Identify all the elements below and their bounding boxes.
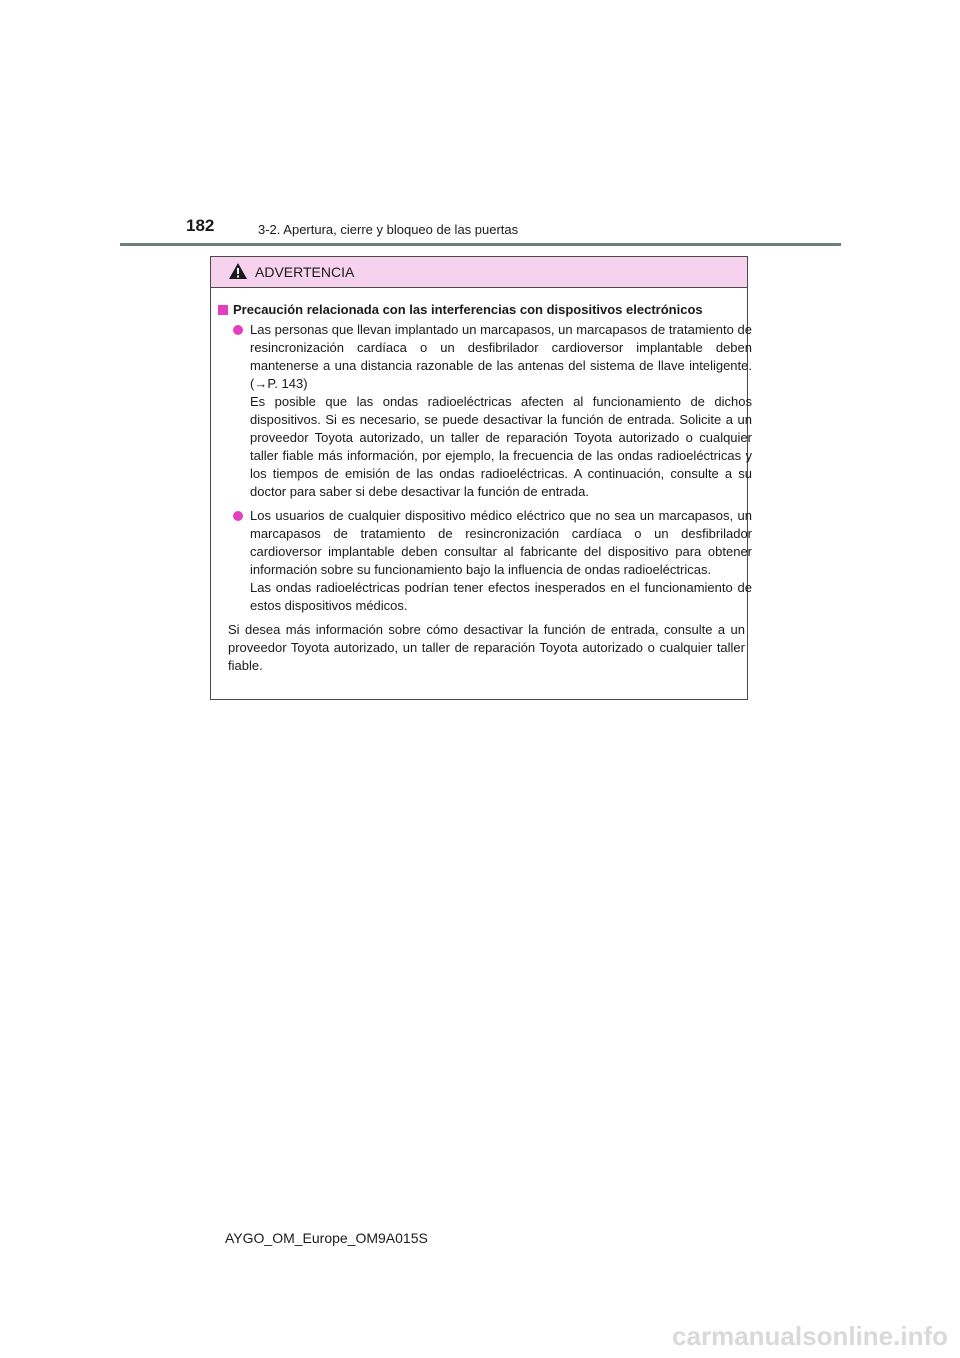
bullet-paragraph: Es posible que las ondas radioeléctricas afecten al funcionamiento de dichos dispositivos. Si es necesario, se puede desactivar la función de entrada. Solicite a un proveedor Toyota autorizado, un taller de reparación Toyota autorizado o cualquier taller fiable más información, por ejemplo, la frecuencia de las ondas radioeléctricas y los tiempos de emisión de las ondas radioeléctricas. A continuación, consulte a su doctor para saber si debe desactivar la función de entrada. [250, 394, 752, 499]
warning-box [210, 256, 752, 700]
closing-paragraph: Si desea más información sobre cómo desactivar la función de entrada, consulte a un proveedor Toyota autorizado, un taller de reparación Toyota autorizado o cualquier taller fiable. [228, 622, 745, 673]
warning-content [211, 288, 752, 675]
watermark: carmanualsonline.info [672, 1321, 948, 1351]
bullet-text [250, 321, 752, 501]
section-title: 3-2. Apertura, cierre y bloqueo de las puertas [258, 222, 519, 237]
square-bullet-icon [218, 305, 228, 315]
round-bullet-icon [233, 511, 243, 521]
round-bullet-icon [233, 325, 243, 335]
bullet-paragraph: Los usuarios de cualquier dispositivo médico eléctrico que no sea un marcapasos, un marcapasos de tratamiento de resincronización cardíaca o un desfibrilador cardioversor implantable deben consultar al fabricante del dispositivo para obtener información sobre su funcionamiento bajo la influencia de ondas radioeléctricas. [250, 508, 752, 577]
bullet-item [231, 321, 752, 501]
subheading-text: Precaución relacionada con las interferencias con dispositivos electrónicos [233, 302, 703, 317]
warning-triangle-icon [228, 262, 248, 280]
warning-header [211, 257, 747, 288]
page-number: 182 [186, 216, 215, 235]
subheading [217, 301, 741, 319]
bullet-text [250, 507, 752, 615]
footer-code: AYGO_OM_Europe_OM9A015S [225, 1230, 428, 1246]
bullet-paragraph: Las ondas radioeléctricas podrían tener efectos inesperados en el funcionamiento de estos dispositivos médicos. [250, 580, 752, 613]
warning-title: ADVERTENCIA [255, 264, 355, 280]
bullet-paragraph: Las personas que llevan implantado un marcapasos, un marcapasos de tratamiento de resincronización cardíaca o un desfibrilador cardioversor implantable deben mantenerse a una distancia razonable de las antenas del sistema de llave inteligente. (→P. 143) [250, 322, 752, 391]
bullet-item [231, 507, 752, 615]
header-rule [120, 243, 841, 246]
